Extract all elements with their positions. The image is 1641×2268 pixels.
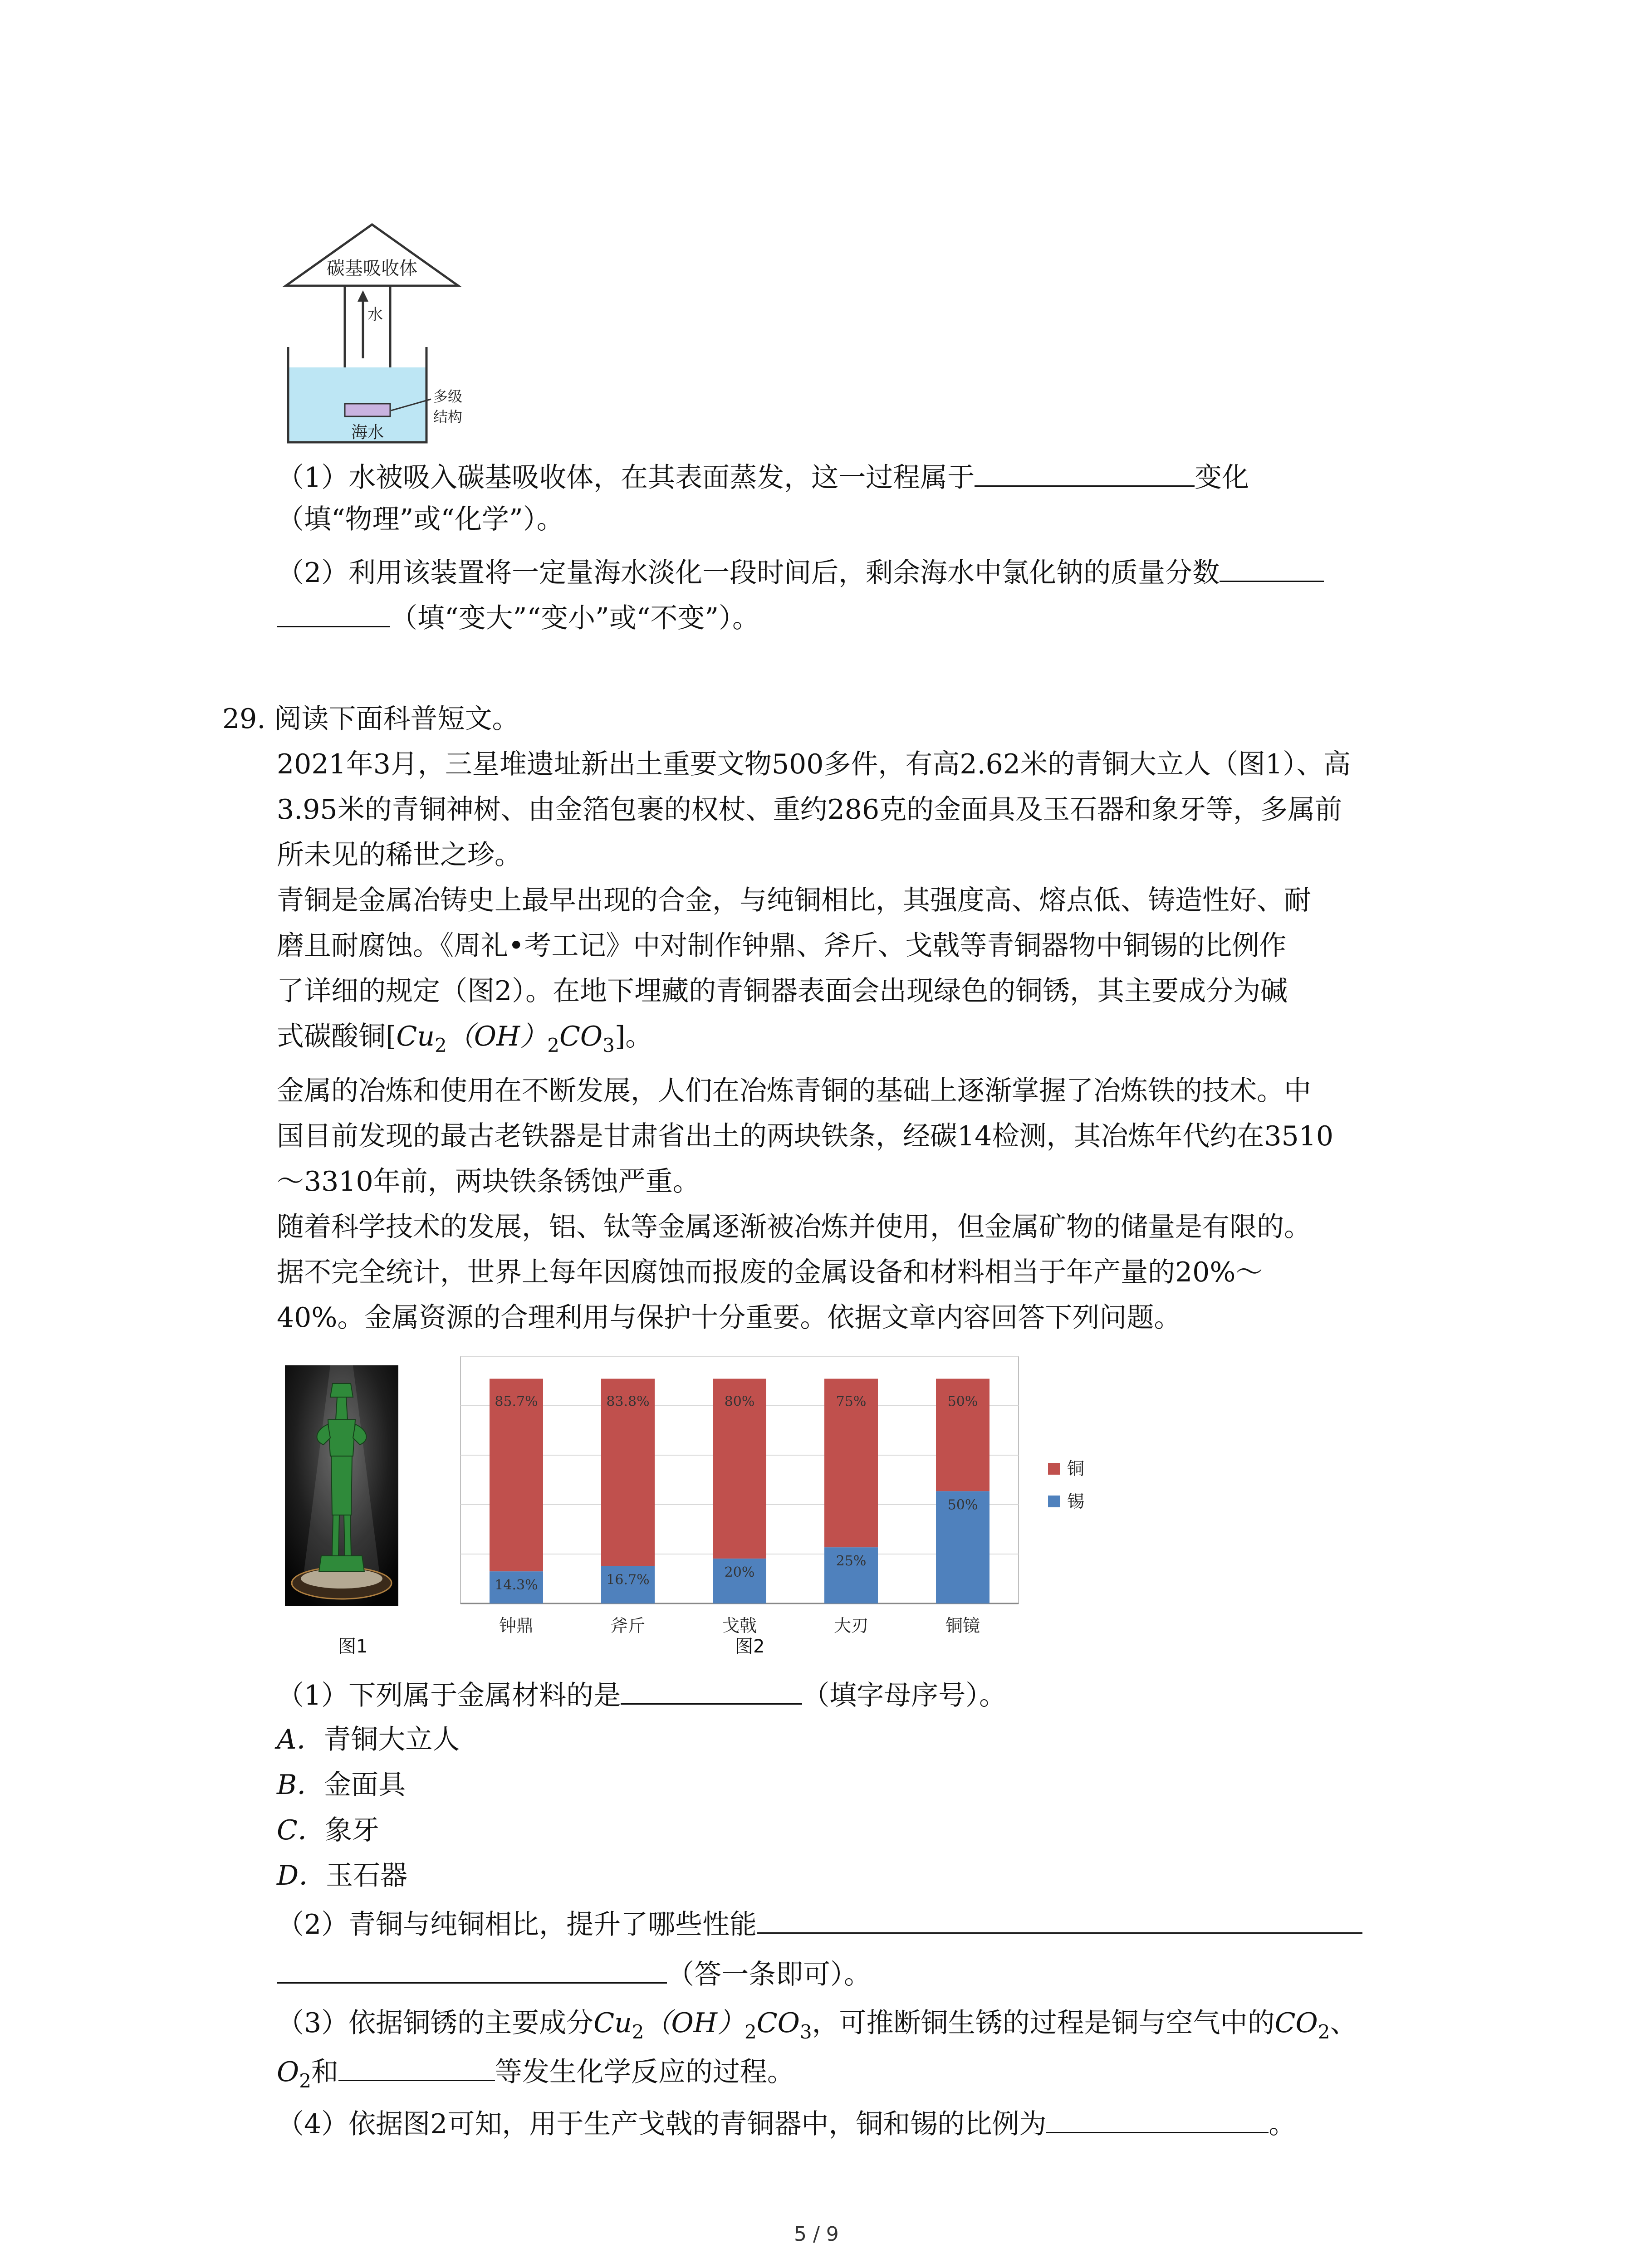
- q28-sub2-answer-blank-b[interactable]: [277, 599, 390, 627]
- data-label-tin: 25%: [836, 1553, 867, 1569]
- structure-label-2: 结构: [433, 408, 463, 425]
- q29-option-a[interactable]: A．青铜大立人: [277, 1724, 460, 1755]
- data-label-copper: 50%: [947, 1393, 978, 1410]
- q29-para3-line3: ～3310年前，两块铁条锈蚀严重。: [277, 1166, 700, 1198]
- q29-sub2-answer-blank-a[interactable]: [757, 1905, 1362, 1934]
- legend-swatch-copper: [1048, 1463, 1060, 1475]
- q29-heading: 29. 阅读下面科普短文。: [222, 703, 519, 735]
- q29-option-b[interactable]: B．金面具: [277, 1769, 406, 1801]
- data-label-copper: 75%: [836, 1393, 867, 1410]
- q28-sub2-line2: （填“变大”“变小”或“不变”）。: [277, 599, 759, 636]
- x-tick-label: 斧斤: [610, 1616, 646, 1636]
- legend-label-copper: 铜: [1067, 1459, 1085, 1479]
- legend-label-tin: 锡: [1067, 1491, 1085, 1511]
- data-label-tin: 20%: [724, 1564, 755, 1580]
- q29-para1-line3: 所未见的稀世之珍。: [277, 839, 522, 871]
- q29-option-c[interactable]: C．象牙: [277, 1814, 379, 1846]
- q29-sub2-line1: （2）青铜与纯铜相比，提升了哪些性能: [277, 1905, 1362, 1943]
- q28-sub1-answer-blank[interactable]: [975, 458, 1195, 487]
- q29-sub2-line2: （答一条即可）。: [277, 1955, 871, 1993]
- q29-para2-line2: 磨且耐腐蚀。《周礼•考工记》中对制作钟鼎、斧斤、戈戟等青铜器物中铜锡的比例作: [277, 930, 1287, 962]
- data-label-copper: 80%: [724, 1393, 755, 1410]
- q29-para3-line2: 国目前发现的最古老铁器是甘肃省出土的两块铁条，经碳14检测，其冶炼年代约在3510: [277, 1120, 1334, 1152]
- x-tick-label: 铜镜: [945, 1616, 980, 1636]
- data-label-tin: 50%: [947, 1497, 978, 1513]
- data-label-tin: 14.3%: [495, 1577, 538, 1593]
- copper-tin-ratio-chart: [449, 1347, 1107, 1642]
- q29-para1-line1: 2021年3月，三星堆遗址新出土重要文物500多件，有高2.62米的青铜大立人（图1）、高: [277, 748, 1351, 780]
- bronze-statue-photo: [285, 1365, 398, 1606]
- q29-para2-line1: 青铜是金属冶铸史上最早出现的合金，与纯铜相比，其强度高、熔点低、铸造性好、耐: [277, 885, 1311, 916]
- absorber-label: 碳基吸收体: [327, 258, 417, 279]
- q29-para1-line2: 3.95米的青铜神树、由金箔包裹的权杖、重约286克的金面具及玉石器和象牙等，多属前: [277, 794, 1342, 826]
- q29-para3-line1: 金属的冶炼和使用在不断发展，人们在冶炼青铜的基础上逐渐掌握了冶炼铁的技术。中: [277, 1075, 1311, 1107]
- q28-sub1-line1: （1）水被吸入碳基吸收体，在其表面蒸发，这一过程属于 变化: [277, 458, 1249, 496]
- q29-para4-line1: 随着科学技术的发展，铝、钛等金属逐渐被冶炼并使用，但金属矿物的储量是有限的。: [277, 1211, 1311, 1243]
- q28-sub1-line2: （填“物理”或“化学”）。: [277, 503, 564, 535]
- page-number: 5 / 9: [794, 2223, 839, 2246]
- x-tick-label: 钟鼎: [499, 1616, 534, 1636]
- data-label-copper: 85.7%: [495, 1393, 538, 1410]
- data-label-copper: 83.8%: [606, 1393, 650, 1410]
- q29-sub2-answer-blank-b[interactable]: [277, 1955, 667, 1984]
- q28-sub2-line1: （2）利用该装置将一定量海水淡化一段时间后，剩余海水中氯化钠的质量分数: [277, 553, 1324, 591]
- q29-sub3-line2: $O_2$和 等发生化学反应的过程。: [277, 2053, 794, 2099]
- q28-sub2-answer-blank-a[interactable]: [1220, 553, 1324, 582]
- water-label: 水: [367, 306, 383, 324]
- multilevel-structure: [345, 404, 390, 416]
- q29-para4-line3: 40%。金属资源的合理利用与保护十分重要。依据文章内容回答下列问题。: [277, 1302, 1181, 1334]
- fig1-caption: 图1: [338, 1636, 368, 1657]
- sea-label: 海水: [351, 423, 384, 442]
- q29-para2-line4: 式碳酸铜$[Cu_2(OH)_2CO_3]$。: [277, 1021, 653, 1056]
- x-tick-label: 大刃: [833, 1616, 869, 1636]
- q29-sub4-answer-blank[interactable]: [1046, 2105, 1269, 2133]
- q29-sub3-answer-blank[interactable]: [338, 2053, 495, 2081]
- legend-swatch-tin: [1048, 1496, 1060, 1507]
- q29-para2-line3: 了详细的规定（图2）。在地下埋藏的青铜器表面会出现绿色的铜锈，其主要成分为碱: [277, 975, 1288, 1007]
- x-tick-label: 戈戟: [722, 1616, 757, 1636]
- q29-sub1-answer-blank[interactable]: [621, 1676, 802, 1705]
- q29-option-d[interactable]: D．玉石器: [277, 1860, 408, 1892]
- q29-sub1: （1）下列属于金属材料的是 （填字母序号）。: [277, 1676, 1006, 1714]
- fig2-caption: 图2: [735, 1636, 765, 1657]
- data-label-tin: 16.7%: [606, 1572, 650, 1588]
- q29-sub4: （4）依据图2可知，用于生产戈戟的青铜器中，铜和锡的比例为 。: [277, 2105, 1296, 2142]
- q29-para4-line2: 据不完全统计，世界上每年因腐蚀而报废的金属设备和材料相当于年产量的20%～: [277, 1256, 1263, 1288]
- desalination-apparatus-figure: [272, 218, 481, 449]
- q29-sub3-line1: （3）依据铜锈的主要成分$Cu_2(OH)_2CO_3$，可推断铜生锈的过程是铜与空气中的$CO_2$、: [277, 2007, 1357, 2043]
- structure-label-1: 多级: [433, 388, 463, 405]
